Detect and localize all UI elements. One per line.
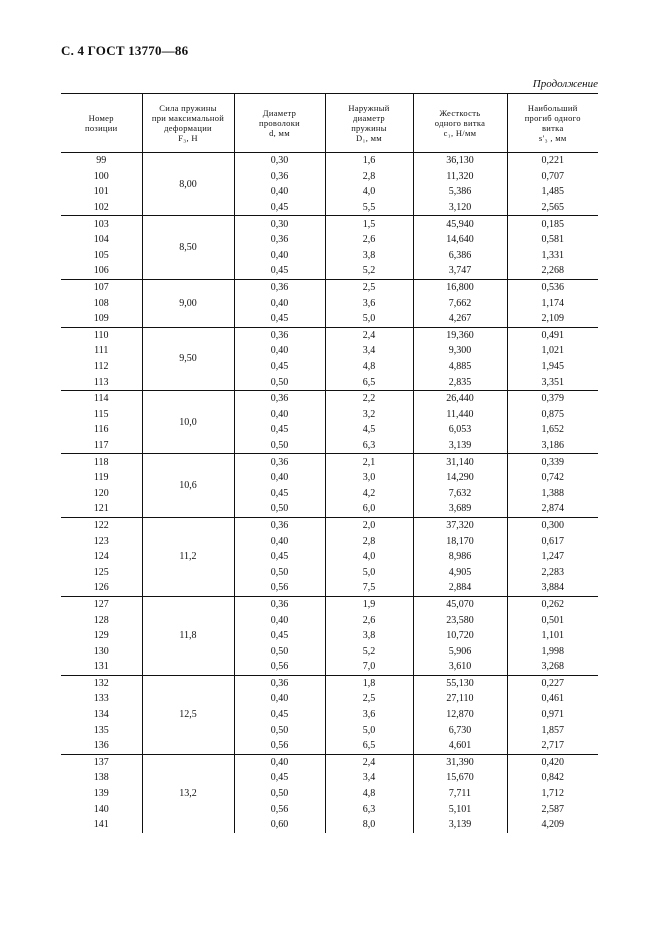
cell-stiffness: 26,440: [413, 390, 507, 406]
cell-wire-diameter: 0,45: [234, 628, 325, 644]
cell-deflection: 0,227: [507, 675, 598, 691]
cell-position: 138: [61, 770, 142, 786]
cell-wire-diameter: 0,56: [234, 801, 325, 817]
cell-wire-diameter: 0,45: [234, 707, 325, 723]
cell-stiffness: 2,835: [413, 374, 507, 390]
cell-position: 99: [61, 153, 142, 169]
cell-outer-diameter: 6,3: [325, 438, 413, 454]
cell-position: 132: [61, 675, 142, 691]
cell-stiffness: 8,986: [413, 549, 507, 565]
cell-outer-diameter: 6,0: [325, 501, 413, 517]
cell-deflection: 2,565: [507, 200, 598, 216]
cell-wire-diameter: 0,40: [234, 343, 325, 359]
table-row: [61, 691, 598, 707]
cell-stiffness: 3,747: [413, 263, 507, 279]
cell-deflection: 1,945: [507, 359, 598, 375]
table-row: [61, 327, 598, 343]
cell-outer-diameter: 5,2: [325, 643, 413, 659]
cell-deflection: 1,857: [507, 722, 598, 738]
cell-deflection: 1,174: [507, 295, 598, 311]
col-header-line: Диаметр: [262, 108, 297, 118]
cell-stiffness: 7,632: [413, 485, 507, 501]
col-header-line: диаметр: [353, 113, 385, 123]
table-row: [61, 169, 598, 185]
cell-position: 100: [61, 169, 142, 185]
cell-wire-diameter: 0,40: [234, 184, 325, 200]
cell-stiffness: 12,870: [413, 707, 507, 723]
table-row: [61, 564, 598, 580]
cell-outer-diameter: 2,6: [325, 232, 413, 248]
cell-stiffness: 4,601: [413, 738, 507, 754]
cell-position: 135: [61, 722, 142, 738]
table-row: [61, 359, 598, 375]
cell-stiffness: 45,940: [413, 216, 507, 232]
table-row: [61, 738, 598, 754]
cell-wire-diameter: 0,56: [234, 659, 325, 675]
cell-deflection: 0,842: [507, 770, 598, 786]
cell-position: 139: [61, 786, 142, 802]
cell-stiffness: 19,360: [413, 327, 507, 343]
cell-outer-diameter: 3,8: [325, 628, 413, 644]
cell-wire-diameter: 0,40: [234, 612, 325, 628]
cell-deflection: 0,221: [507, 153, 598, 169]
table-row: [61, 580, 598, 596]
cell-stiffness: 4,885: [413, 359, 507, 375]
cell-outer-diameter: 2,6: [325, 612, 413, 628]
cell-stiffness: 31,390: [413, 754, 507, 770]
cell-deflection: 2,587: [507, 801, 598, 817]
cell-outer-diameter: 4,8: [325, 359, 413, 375]
table-row: [61, 232, 598, 248]
cell-deflection: 1,101: [507, 628, 598, 644]
cell-wire-diameter: 0,45: [234, 359, 325, 375]
table-row: [61, 517, 598, 533]
cell-outer-diameter: 3,6: [325, 295, 413, 311]
cell-outer-diameter: 5,5: [325, 200, 413, 216]
cell-wire-diameter: 0,45: [234, 263, 325, 279]
cell-deflection: 0,536: [507, 279, 598, 295]
cell-deflection: 0,491: [507, 327, 598, 343]
cell-outer-diameter: 6,5: [325, 374, 413, 390]
table-row: [61, 184, 598, 200]
table-row: [61, 374, 598, 390]
cell-wire-diameter: 0,45: [234, 770, 325, 786]
cell-stiffness: 36,130: [413, 153, 507, 169]
col-header-position: [61, 94, 142, 153]
cell-deflection: 2,874: [507, 501, 598, 517]
cell-stiffness: 31,140: [413, 454, 507, 470]
cell-position: 141: [61, 817, 142, 833]
cell-deflection: 0,501: [507, 612, 598, 628]
col-header-line: d, мм: [269, 128, 290, 138]
cell-stiffness: 7,662: [413, 295, 507, 311]
col-header-force: [142, 94, 234, 153]
cell-deflection: 4,209: [507, 817, 598, 833]
cell-position: 112: [61, 359, 142, 375]
cell-wire-diameter: 0,36: [234, 517, 325, 533]
cell-stiffness: 2,884: [413, 580, 507, 596]
cell-stiffness: 15,670: [413, 770, 507, 786]
table-row: [61, 343, 598, 359]
cell-position: 116: [61, 422, 142, 438]
cell-wire-diameter: 0,60: [234, 817, 325, 833]
cell-deflection: 0,185: [507, 216, 598, 232]
cell-outer-diameter: 2,2: [325, 390, 413, 406]
cell-deflection: 1,712: [507, 786, 598, 802]
cell-deflection: 0,617: [507, 533, 598, 549]
cell-position: 111: [61, 343, 142, 359]
cell-deflection: 3,186: [507, 438, 598, 454]
cell-position: 122: [61, 517, 142, 533]
cell-wire-diameter: 0,40: [234, 407, 325, 423]
cell-outer-diameter: 2,0: [325, 517, 413, 533]
cell-deflection: 3,884: [507, 580, 598, 596]
cell-position: 120: [61, 485, 142, 501]
cell-wire-diameter: 0,56: [234, 580, 325, 596]
cell-stiffness: 55,130: [413, 675, 507, 691]
col-header-line: Номер: [88, 113, 114, 123]
table-row: [61, 216, 598, 232]
col-header-line: F₃, Н: [178, 133, 198, 143]
cell-deflection: 1,652: [507, 422, 598, 438]
cell-wire-diameter: 0,36: [234, 596, 325, 612]
table-row: [61, 485, 598, 501]
col-header-line: позиции: [85, 123, 118, 133]
cell-deflection: 0,581: [507, 232, 598, 248]
cell-deflection: 2,109: [507, 311, 598, 327]
table-row: [61, 549, 598, 565]
table-row: [61, 707, 598, 723]
cell-deflection: 0,461: [507, 691, 598, 707]
table-row: [61, 279, 598, 295]
cell-position: 129: [61, 628, 142, 644]
cell-wire-diameter: 0,45: [234, 549, 325, 565]
cell-outer-diameter: 1,6: [325, 153, 413, 169]
cell-deflection: 1,247: [507, 549, 598, 565]
cell-outer-diameter: 1,9: [325, 596, 413, 612]
col-header-line: Наибольший: [527, 103, 578, 113]
cell-stiffness: 23,580: [413, 612, 507, 628]
col-header-line: s′₃ , мм: [538, 133, 567, 143]
table-row: [61, 786, 598, 802]
table-row: [61, 153, 598, 169]
cell-wire-diameter: 0,40: [234, 470, 325, 486]
cell-deflection: 2,283: [507, 564, 598, 580]
table-body: [61, 153, 598, 833]
cell-outer-diameter: 2,4: [325, 327, 413, 343]
table-row: [61, 817, 598, 833]
table-row: [61, 612, 598, 628]
table-row: [61, 643, 598, 659]
col-header-line: одного витка: [434, 118, 486, 128]
cell-deflection: 0,300: [507, 517, 598, 533]
cell-deflection: 1,021: [507, 343, 598, 359]
cell-stiffness: 9,300: [413, 343, 507, 359]
cell-outer-diameter: 4,8: [325, 786, 413, 802]
cell-stiffness: 45,070: [413, 596, 507, 612]
cell-outer-diameter: 4,0: [325, 549, 413, 565]
cell-outer-diameter: 3,4: [325, 770, 413, 786]
cell-stiffness: 11,440: [413, 407, 507, 423]
table-row: [61, 596, 598, 612]
table-row: [61, 263, 598, 279]
cell-outer-diameter: 5,2: [325, 263, 413, 279]
table-row: [61, 407, 598, 423]
cell-force: 12,5: [142, 675, 234, 754]
cell-outer-diameter: 4,2: [325, 485, 413, 501]
cell-outer-diameter: 6,3: [325, 801, 413, 817]
table-row: [61, 470, 598, 486]
cell-position: 121: [61, 501, 142, 517]
cell-wire-diameter: 0,50: [234, 786, 325, 802]
cell-deflection: 0,339: [507, 454, 598, 470]
table-row: [61, 801, 598, 817]
cell-position: 107: [61, 279, 142, 295]
cell-wire-diameter: 0,50: [234, 564, 325, 580]
cell-stiffness: 3,120: [413, 200, 507, 216]
table-row: [61, 628, 598, 644]
cell-wire-diameter: 0,40: [234, 248, 325, 264]
cell-outer-diameter: 2,5: [325, 691, 413, 707]
cell-stiffness: 27,110: [413, 691, 507, 707]
cell-wire-diameter: 0,50: [234, 722, 325, 738]
cell-position: 119: [61, 470, 142, 486]
cell-position: 106: [61, 263, 142, 279]
cell-force: 8,50: [142, 216, 234, 279]
table-row: [61, 295, 598, 311]
cell-position: 126: [61, 580, 142, 596]
col-header-line: Жесткость: [439, 108, 481, 118]
cell-force: 11,8: [142, 596, 234, 675]
cell-deflection: 2,717: [507, 738, 598, 754]
cell-stiffness: 18,170: [413, 533, 507, 549]
cell-outer-diameter: 2,4: [325, 754, 413, 770]
cell-position: 133: [61, 691, 142, 707]
cell-position: 134: [61, 707, 142, 723]
cell-deflection: 1,388: [507, 485, 598, 501]
cell-wire-diameter: 0,30: [234, 216, 325, 232]
cell-stiffness: 3,139: [413, 817, 507, 833]
cell-wire-diameter: 0,36: [234, 232, 325, 248]
cell-position: 109: [61, 311, 142, 327]
cell-wire-diameter: 0,45: [234, 200, 325, 216]
cell-position: 140: [61, 801, 142, 817]
cell-stiffness: 5,101: [413, 801, 507, 817]
continuation-label: Продолжение: [532, 78, 598, 90]
cell-force: 11,2: [142, 517, 234, 596]
table-row: [61, 454, 598, 470]
cell-position: 127: [61, 596, 142, 612]
cell-stiffness: 16,800: [413, 279, 507, 295]
cell-outer-diameter: 7,5: [325, 580, 413, 596]
cell-stiffness: 37,320: [413, 517, 507, 533]
cell-position: 124: [61, 549, 142, 565]
cell-outer-diameter: 5,0: [325, 722, 413, 738]
table-row: [61, 248, 598, 264]
table-row: [61, 422, 598, 438]
col-header-line: Сила пружины: [159, 103, 217, 113]
col-header-outer-diameter: [325, 94, 413, 153]
cell-wire-diameter: 0,50: [234, 374, 325, 390]
cell-outer-diameter: 2,8: [325, 169, 413, 185]
cell-position: 104: [61, 232, 142, 248]
cell-wire-diameter: 0,30: [234, 153, 325, 169]
cell-wire-diameter: 0,36: [234, 454, 325, 470]
table-row: [61, 438, 598, 454]
table-row: [61, 200, 598, 216]
cell-deflection: 1,998: [507, 643, 598, 659]
cell-position: 136: [61, 738, 142, 754]
cell-outer-diameter: 2,8: [325, 533, 413, 549]
table-row: [61, 770, 598, 786]
cell-stiffness: 11,320: [413, 169, 507, 185]
spring-spec-table: [61, 93, 598, 833]
cell-outer-diameter: 1,5: [325, 216, 413, 232]
col-header-line: при максимальной: [151, 113, 225, 123]
cell-wire-diameter: 0,36: [234, 169, 325, 185]
cell-stiffness: 3,689: [413, 501, 507, 517]
col-header-line: витка: [541, 123, 564, 133]
cell-stiffness: 6,386: [413, 248, 507, 264]
cell-deflection: 0,875: [507, 407, 598, 423]
table-row: [61, 533, 598, 549]
cell-stiffness: 6,730: [413, 722, 507, 738]
cell-stiffness: 4,267: [413, 311, 507, 327]
cell-deflection: 0,742: [507, 470, 598, 486]
col-header-line: c₁, Н/мм: [443, 128, 477, 138]
table-row: [61, 390, 598, 406]
cell-stiffness: 10,720: [413, 628, 507, 644]
cell-outer-diameter: 7,0: [325, 659, 413, 675]
cell-outer-diameter: 5,0: [325, 311, 413, 327]
cell-wire-diameter: 0,40: [234, 533, 325, 549]
cell-outer-diameter: 2,1: [325, 454, 413, 470]
cell-stiffness: 7,711: [413, 786, 507, 802]
cell-force: 9,00: [142, 279, 234, 327]
cell-position: 105: [61, 248, 142, 264]
cell-wire-diameter: 0,36: [234, 390, 325, 406]
cell-stiffness: 3,139: [413, 438, 507, 454]
table-row: [61, 675, 598, 691]
cell-wire-diameter: 0,40: [234, 691, 325, 707]
cell-stiffness: 4,905: [413, 564, 507, 580]
cell-outer-diameter: 5,0: [325, 564, 413, 580]
cell-wire-diameter: 0,36: [234, 279, 325, 295]
cell-position: 117: [61, 438, 142, 454]
cell-deflection: 3,351: [507, 374, 598, 390]
cell-force: 10,0: [142, 390, 234, 453]
page-title: С. 4 ГОСТ 13770—86: [61, 43, 189, 58]
cell-force: 9,50: [142, 327, 234, 390]
cell-position: 128: [61, 612, 142, 628]
cell-deflection: 1,331: [507, 248, 598, 264]
cell-position: 108: [61, 295, 142, 311]
cell-position: 137: [61, 754, 142, 770]
table-row: [61, 659, 598, 675]
cell-deflection: 0,379: [507, 390, 598, 406]
cell-force: 8,00: [142, 153, 234, 216]
cell-outer-diameter: 3,4: [325, 343, 413, 359]
cell-position: 110: [61, 327, 142, 343]
cell-outer-diameter: 4,0: [325, 184, 413, 200]
cell-position: 125: [61, 564, 142, 580]
cell-outer-diameter: 1,8: [325, 675, 413, 691]
table-header-row: [61, 94, 598, 153]
cell-position: 113: [61, 374, 142, 390]
col-header-line: пружины: [351, 123, 387, 133]
cell-position: 102: [61, 200, 142, 216]
cell-wire-diameter: 0,45: [234, 311, 325, 327]
cell-outer-diameter: 3,8: [325, 248, 413, 264]
cell-deflection: 1,485: [507, 184, 598, 200]
cell-position: 130: [61, 643, 142, 659]
cell-outer-diameter: 6,5: [325, 738, 413, 754]
cell-position: 115: [61, 407, 142, 423]
table-row: [61, 754, 598, 770]
col-header-wire-diameter: [234, 94, 325, 153]
cell-stiffness: 5,906: [413, 643, 507, 659]
cell-force: 13,2: [142, 754, 234, 832]
col-header-stiffness: [413, 94, 507, 153]
cell-wire-diameter: 0,45: [234, 422, 325, 438]
col-header-line: деформации: [164, 123, 212, 133]
cell-stiffness: 3,610: [413, 659, 507, 675]
col-header-deflection: [507, 94, 598, 153]
table-row: [61, 501, 598, 517]
cell-wire-diameter: 0,50: [234, 501, 325, 517]
cell-force: 10,6: [142, 454, 234, 517]
col-header-line: D₁, мм: [356, 133, 382, 143]
cell-wire-diameter: 0,45: [234, 485, 325, 501]
cell-stiffness: 5,386: [413, 184, 507, 200]
cell-wire-diameter: 0,36: [234, 327, 325, 343]
col-header-line: Наружный: [348, 103, 390, 113]
cell-deflection: 0,420: [507, 754, 598, 770]
cell-outer-diameter: 2,5: [325, 279, 413, 295]
cell-stiffness: 6,053: [413, 422, 507, 438]
cell-wire-diameter: 0,50: [234, 643, 325, 659]
cell-wire-diameter: 0,40: [234, 295, 325, 311]
cell-wire-diameter: 0,36: [234, 675, 325, 691]
cell-deflection: 2,268: [507, 263, 598, 279]
cell-stiffness: 14,640: [413, 232, 507, 248]
cell-outer-diameter: 4,5: [325, 422, 413, 438]
table-row: [61, 311, 598, 327]
col-header-line: прогиб одного: [524, 113, 581, 123]
cell-wire-diameter: 0,50: [234, 438, 325, 454]
cell-outer-diameter: 3,6: [325, 707, 413, 723]
cell-deflection: 0,971: [507, 707, 598, 723]
cell-position: 114: [61, 390, 142, 406]
cell-outer-diameter: 3,2: [325, 407, 413, 423]
cell-position: 101: [61, 184, 142, 200]
cell-wire-diameter: 0,40: [234, 754, 325, 770]
table-row: [61, 722, 598, 738]
cell-deflection: 3,268: [507, 659, 598, 675]
cell-position: 103: [61, 216, 142, 232]
col-header-line: проволоки: [258, 118, 300, 128]
cell-deflection: 0,707: [507, 169, 598, 185]
cell-deflection: 0,262: [507, 596, 598, 612]
cell-wire-diameter: 0,56: [234, 738, 325, 754]
cell-position: 118: [61, 454, 142, 470]
cell-stiffness: 14,290: [413, 470, 507, 486]
cell-position: 123: [61, 533, 142, 549]
cell-outer-diameter: 3,0: [325, 470, 413, 486]
cell-position: 131: [61, 659, 142, 675]
cell-outer-diameter: 8,0: [325, 817, 413, 833]
